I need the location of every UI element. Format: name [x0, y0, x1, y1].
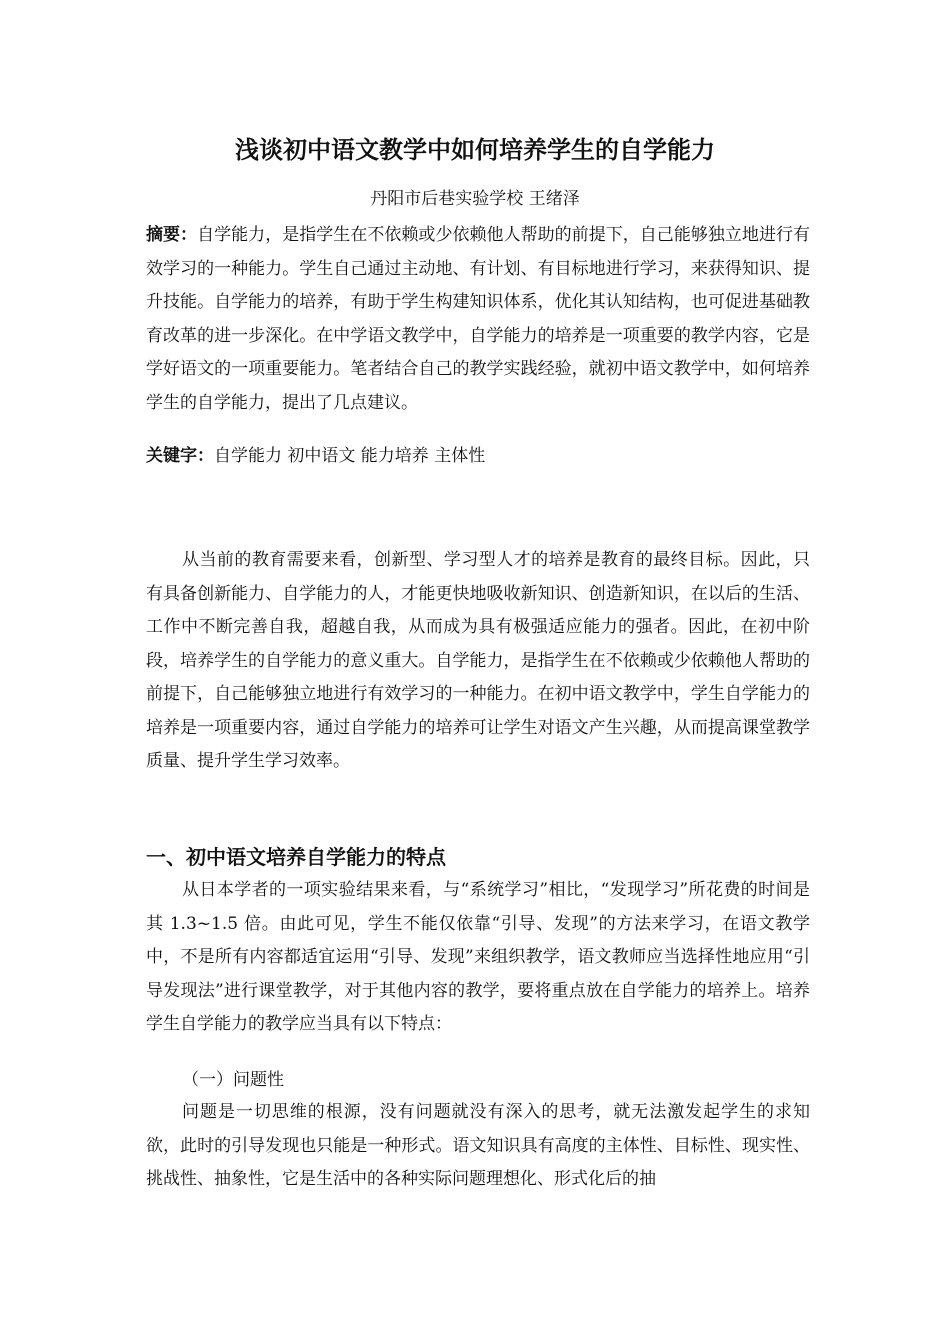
section-paragraph: 从日本学者的一项实验结果来看，与“系统学习”相比，“发现学习”所花费的时间是其 1.3~1.5 倍。由此可见，学生不能仅依靠“引导、发现”的方法来学习，在语文教学中，不是所有内容都适宜运用“引导、发现”来组织教学，语文教师应当选择性地应用“引导发现法”进行课堂教学，对于其他内容的教学，要将重点放在自学能力的培养上。培养学生自学能力的教学应当具有以下特点： — [146, 880, 810, 1034]
document-title: 浅谈初中语文教学中如何培养学生的自学能力 — [235, 135, 715, 164]
author-line: 丹阳市后巷实验学校 王绪泽 — [370, 189, 580, 209]
section-heading: 一、初中语文培养自学能力的特点 — [146, 845, 446, 869]
subsection-paragraph: 问题是一切思维的根源，没有问题就没有深入的思考，就无法激发起学生的求知欲，此时的引导发现也只能是一种形式。语文知识具有高度的主体性、目标性、现实性、挑战性、抽象性，它是生活中的各种实际问题理想化、形式化后的抽 — [146, 1102, 810, 1189]
intro-paragraph: 从当前的教育需要来看，创新型、学习型人才的培养是教育的最终目标。因此，只有具备创新能力、自学能力的人，才能更快地吸收新知识、创造新知识，在以后的生活、工作中不断完善自我，超越自我，从而成为具有极强适应能力的强者。因此，在初中阶段，培养学生的自学能力的意义重大。自学能力，是指学生在不依赖或少依赖他人帮助的前提下，自己能够独立地进行有效学习的一种能力。在初中语文教学中，学生自学能力的培养是一项重要内容，通过自学能力的培养可让学生对语文产生兴趣，从而提高课堂教学质量、提升学生学习效率。 — [146, 550, 810, 771]
abstract-label: 摘要： — [146, 225, 198, 245]
abstract-text: 自学能力，是指学生在不依赖或少依赖他人帮助的前提下，自己能够独立地进行有效学习的一种能力。学生自己通过主动地、有计划、有目标地进行学习，来获得知识、提升技能。自学能力的培养，有助于学生构建知识体系，优化其认知结构，也可促进基础教育改革的进一步深化。在中学语文教学中，自学能力的培养是一项重要的教学内容，它是学好语文的一项重要能力。笔者结合自己的教学实践经验，就初中语文教学中，如何培养学生的自学能力，提出了几点建议。 — [146, 225, 811, 413]
subsection-heading: （一）问题性 — [182, 1070, 284, 1090]
keywords-label: 关键字： — [146, 446, 214, 466]
keywords-line — [146, 440, 810, 474]
keywords-text: 自学能力 初中语文 能力培养 主体性 — [214, 446, 486, 466]
abstract-paragraph — [146, 219, 810, 420]
